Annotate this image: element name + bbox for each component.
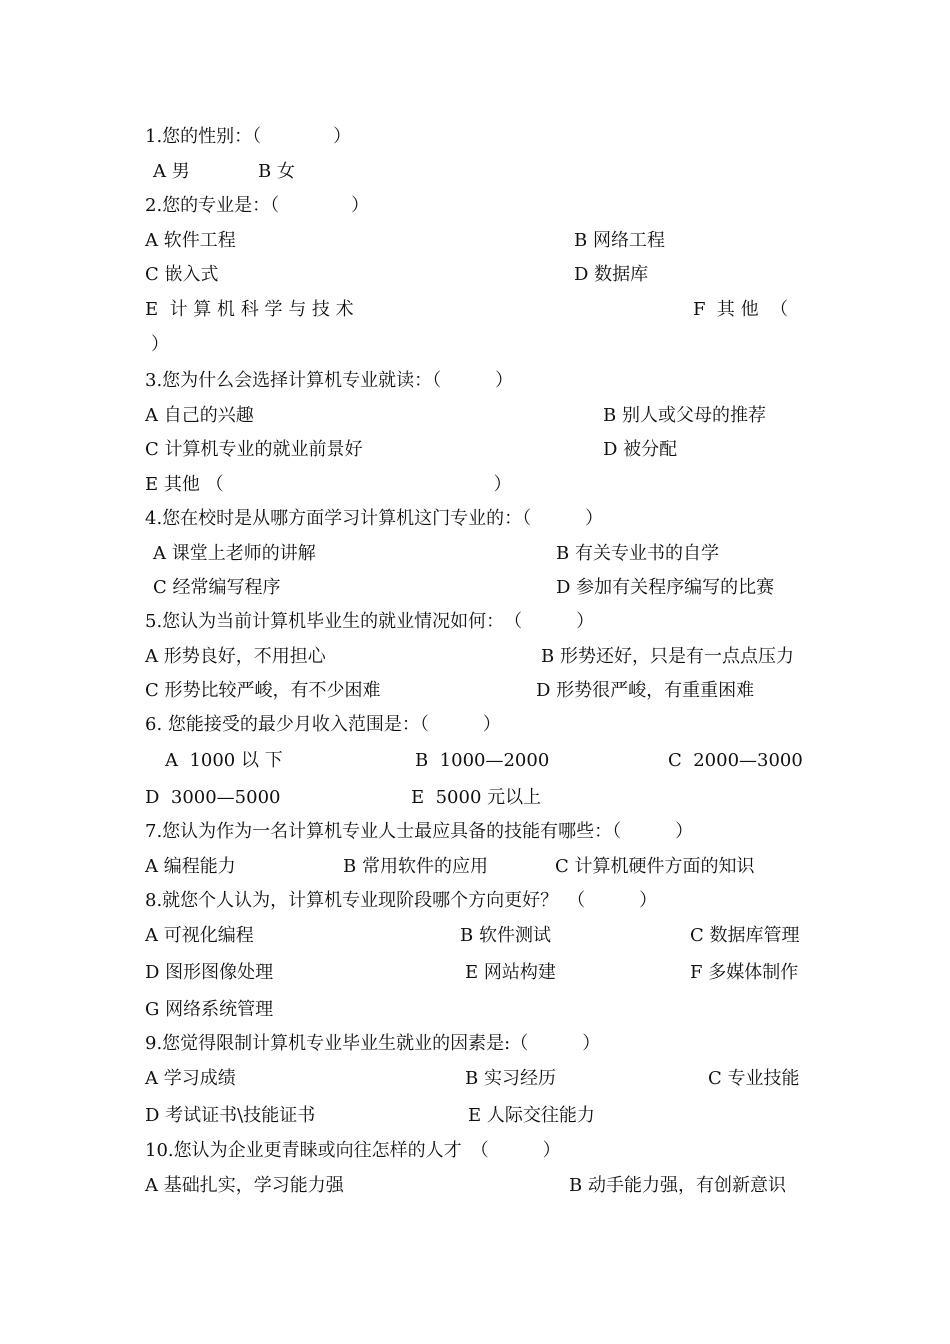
option-3e: E 其他 （ ） — [145, 474, 512, 495]
option-4d: D 参加有关程序编写的比赛 — [556, 577, 775, 598]
question-7: 7.您认为作为一名计算机专业人士最应具备的技能有哪些：（ ） — [145, 821, 694, 842]
option-2d: D 数据库 — [574, 264, 649, 285]
option-4a: A 课堂上老师的讲解 — [153, 543, 316, 564]
option-8g: G 网络系统管理 — [145, 999, 274, 1020]
option-5c: C 形势比较严峻，有不少困难 — [145, 680, 381, 701]
question-9: 9.您觉得限制计算机专业毕业生就业的因素是:（ ） — [145, 1033, 601, 1054]
option-2c: C 嵌入式 — [145, 264, 219, 285]
option-6b: B 1000—2000 — [415, 750, 550, 771]
option-3d: D 被分配 — [603, 439, 678, 460]
option-6a: A 1000 以 下 — [165, 750, 283, 771]
question-8: 8.就您个人认为，计算机专业现阶段哪个方向更好？ （ ） — [145, 890, 658, 911]
option-8c: C 数据库管理 — [690, 925, 800, 946]
question-2: 2.您的专业是：（ ） — [145, 195, 370, 216]
option-5a: A 形势良好，不用担心 — [145, 646, 326, 667]
option-7c: C 计算机硬件方面的知识 — [555, 856, 755, 877]
question-5: 5.您认为当前计算机毕业生的就业情况如何： （ ） — [145, 611, 595, 632]
option-2a: A 软件工程 — [145, 230, 236, 251]
option-9a: A 学习成绩 — [145, 1068, 236, 1089]
option-3c: C 计算机专业的就业前景好 — [145, 439, 363, 460]
option-8e: E 网站构建 — [465, 962, 556, 983]
option-8b: B 软件测试 — [460, 925, 551, 946]
option-3b: B 别人或父母的推荐 — [603, 405, 766, 426]
option-1b: B 女 — [258, 161, 295, 182]
question-1: 1.您的性别：（ ） — [145, 126, 352, 147]
option-5d: D 形势很严峻，有重重困难 — [536, 680, 755, 701]
option-2f: F 其 他 （ — [693, 299, 789, 320]
option-1a: A 男 — [153, 161, 190, 182]
option-9e: E 人际交往能力 — [468, 1105, 595, 1126]
option-3a: A 自己的兴趣 — [145, 405, 254, 426]
option-6d: D 3000—5000 — [145, 787, 281, 808]
option-2f-close: ） — [151, 334, 169, 355]
question-10: 10.您认为企业更青睐或向往怎样的人才 （ ） — [145, 1140, 561, 1161]
option-7a: A 编程能力 — [145, 856, 236, 877]
option-9c: C 专业技能 — [708, 1068, 800, 1089]
option-6e: E 5000 元以上 — [411, 787, 542, 808]
option-4c: C 经常编写程序 — [153, 577, 281, 598]
option-6c: C 2000—3000 — [668, 750, 803, 771]
option-4b: B 有关专业书的自学 — [556, 543, 719, 564]
option-8a: A 可视化编程 — [145, 925, 254, 946]
option-9d: D 考试证书\技能证书 — [145, 1105, 316, 1126]
option-7b: B 常用软件的应用 — [343, 856, 488, 877]
option-8f: F 多媒体制作 — [690, 962, 799, 983]
option-10a: A 基础扎实，学习能力强 — [145, 1175, 344, 1196]
option-10b: B 动手能力强，有创新意识 — [569, 1175, 786, 1196]
option-9b: B 实习经历 — [465, 1068, 556, 1089]
question-6: 6. 您能接受的最少月收入范围是：（ ） — [145, 714, 501, 735]
question-3: 3.您为什么会选择计算机专业就读：（ ） — [145, 370, 514, 391]
option-5b: B 形势还好，只是有一点点压力 — [541, 646, 794, 667]
option-8d: D 图形图像处理 — [145, 962, 274, 983]
question-4: 4.您在校时是从哪方面学习计算机这门专业的：（ ） — [145, 508, 604, 529]
option-2b: B 网络工程 — [574, 230, 665, 251]
option-2e: E 计 算 机 科 学 与 技 术 — [145, 299, 354, 320]
